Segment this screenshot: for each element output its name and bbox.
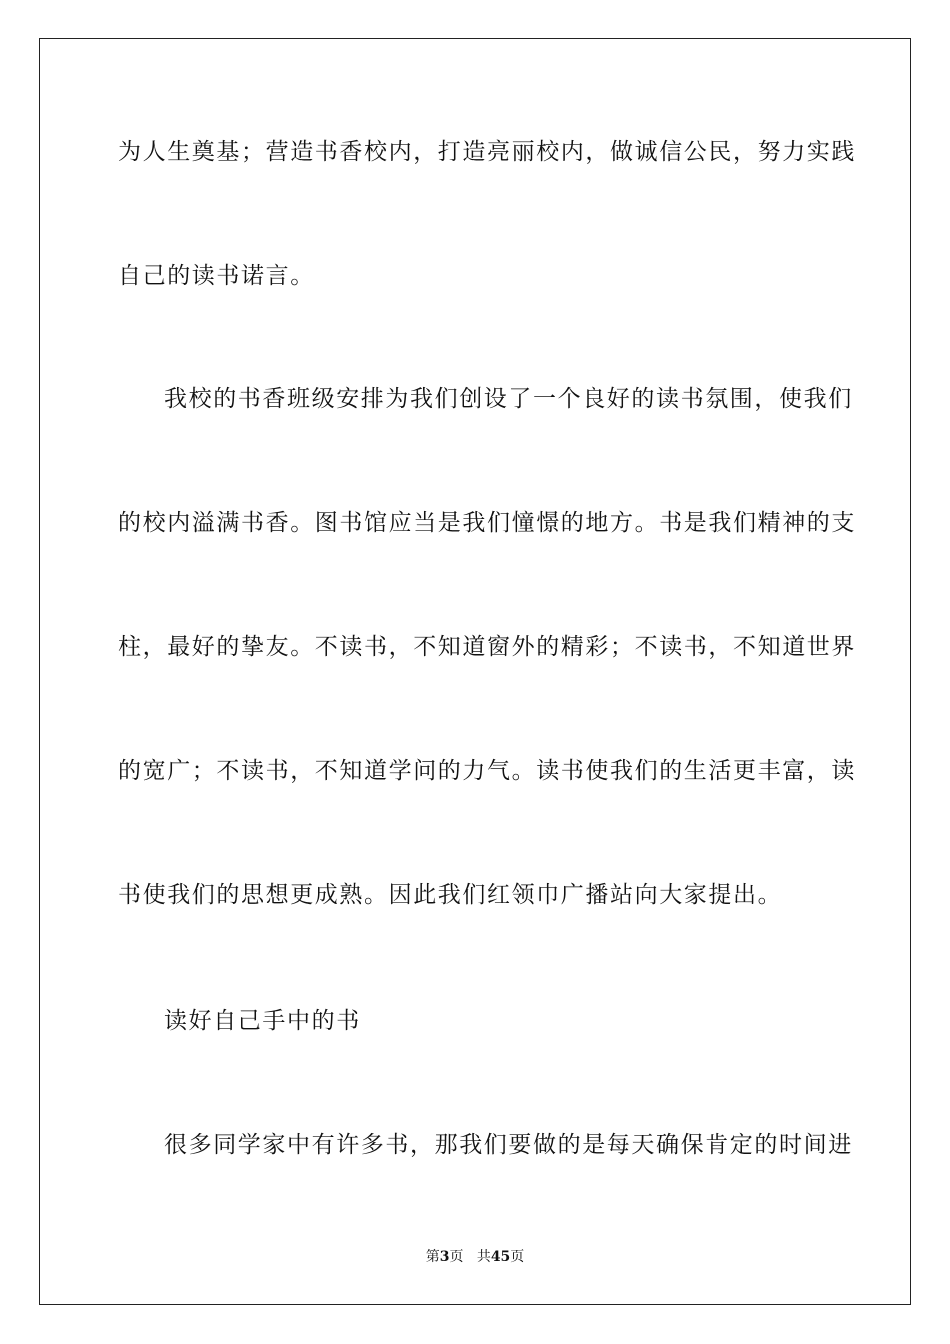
paragraph-line: 为人生奠基；营造书香校内，打造亮丽校内，做诚信公民，努力实践 — [118, 139, 856, 165]
total-suffix: 页 — [510, 1249, 525, 1265]
page-border — [39, 38, 911, 1305]
section-heading: 读好自己手中的书 — [164, 1008, 361, 1034]
paragraph-line: 柱，最好的挚友。不读书，不知道窗外的精彩；不读书，不知道世界 — [118, 634, 856, 660]
paragraph-line: 我校的书香班级安排为我们创设了一个良好的读书氛围，使我们 — [164, 386, 853, 412]
page-footer — [0, 1247, 950, 1267]
page-prefix: 第 — [425, 1249, 440, 1265]
page-suffix: 页 — [449, 1249, 464, 1265]
total-pages: 45 — [490, 1249, 511, 1265]
paragraph-line: 很多同学家中有许多书，那我们要做的是每天确保肯定的时间进 — [164, 1132, 853, 1158]
total-prefix: 共 — [476, 1249, 491, 1265]
page-number: 3 — [439, 1249, 450, 1265]
paragraph-line: 的校内溢满书香。图书馆应当是我们憧憬的地方。书是我们精神的支 — [118, 510, 856, 536]
paragraph-line: 自己的读书诺言。 — [118, 263, 315, 289]
paragraph-line: 的宽广；不读书，不知道学问的力气。读书使我们的生活更丰富，读 — [118, 758, 856, 784]
paragraph-line: 书使我们的思想更成熟。因此我们红领巾广播站向大家提出。 — [118, 882, 783, 908]
